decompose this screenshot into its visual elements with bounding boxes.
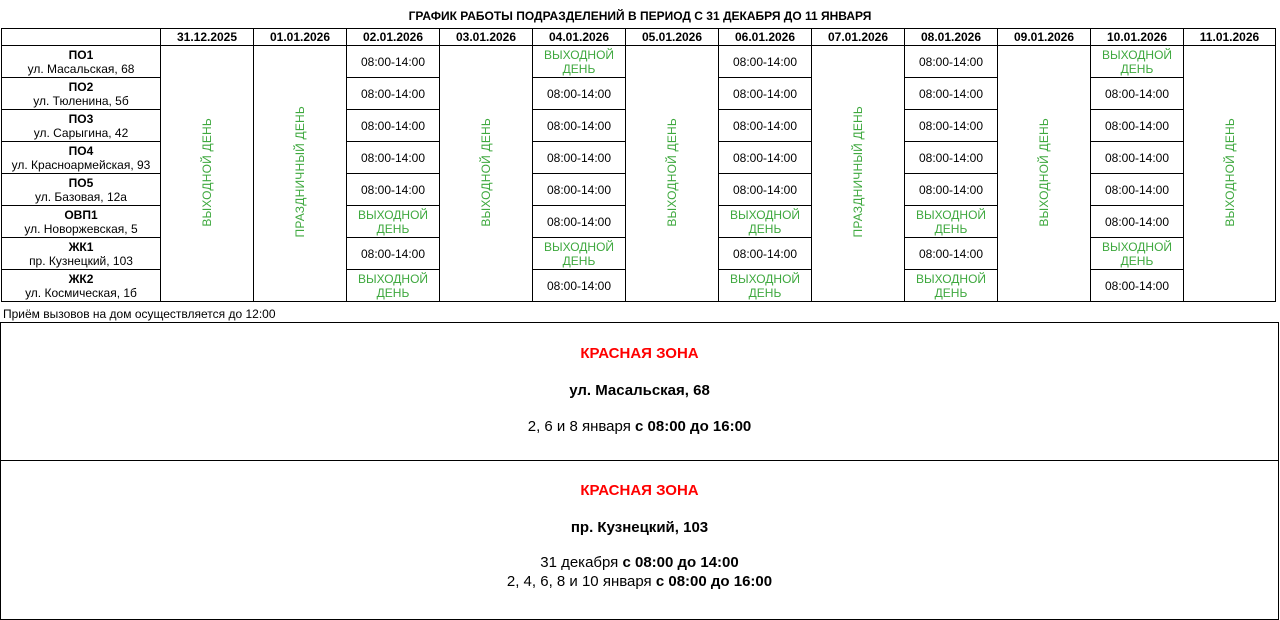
merged-day-cell: [254, 46, 347, 302]
red-zone-address: ул. Масальская, 68: [569, 382, 710, 399]
day-off-cell: ВЫХОДНОЙ ДЕНЬ: [719, 206, 812, 238]
unit-cell: [2, 238, 161, 270]
house-calls-note: Приём вызовов на дом осуществляется до 12:00: [3, 307, 276, 321]
merged-day-cell: [440, 46, 533, 302]
red-zone-block-2: [0, 460, 1279, 620]
unit-address: ул. Сарыгина, 42: [33, 125, 129, 140]
day-status-label: ВЫХОДНОЙ ДЕНЬ: [479, 117, 493, 227]
day-off-cell: ВЫХОДНОЙ ДЕНЬ: [1091, 46, 1184, 78]
merged-day-cell: [161, 46, 254, 302]
date-header: 01.01.2026: [254, 29, 347, 46]
unit-address: ул. Базовая, 12а: [35, 189, 127, 204]
hours-cell: 08:00-14:00: [905, 142, 998, 174]
date-header: 11.01.2026: [1184, 29, 1276, 46]
red-zone-days: 2, 6 и 8 января: [527, 418, 631, 435]
hours-cell: 08:00-14:00: [1091, 270, 1184, 302]
day-off-cell: ВЫХОДНОЙ ДЕНЬ: [1091, 238, 1184, 270]
hours-cell: 08:00-14:00: [347, 142, 440, 174]
hours-cell: 08:00-14:00: [905, 110, 998, 142]
hours-cell: 08:00-14:00: [533, 174, 626, 206]
unit-code: ПО3: [68, 111, 94, 126]
red-zone-days: 31 декабря: [540, 554, 619, 571]
day-status-label: ПРАЗДНИЧНЫЙ ДЕНЬ: [851, 106, 865, 238]
date-header: 08.01.2026: [905, 29, 998, 46]
unit-code: ЖК1: [68, 239, 94, 254]
red-zone-schedule-line: [1, 417, 1278, 436]
hours-cell: 08:00-14:00: [905, 174, 998, 206]
unit-cell: [2, 174, 161, 206]
hours-cell: 08:00-14:00: [719, 174, 812, 206]
date-header: 03.01.2026: [440, 29, 533, 46]
hours-cell: 08:00-14:00: [1091, 206, 1184, 238]
red-zone-title: КРАСНАЯ ЗОНА: [580, 482, 699, 499]
red-zone-days: 2, 4, 6, 8 и 10 января: [506, 573, 652, 590]
unit-cell: [2, 270, 161, 302]
hours-cell: 08:00-14:00: [533, 78, 626, 110]
hours-cell: 08:00-14:00: [905, 46, 998, 78]
hours-cell: 08:00-14:00: [347, 46, 440, 78]
unit-code: ЖК2: [68, 271, 94, 286]
day-off-cell: ВЫХОДНОЙ ДЕНЬ: [347, 206, 440, 238]
unit-code: ПО4: [68, 143, 94, 158]
day-status-label: ВЫХОДНОЙ ДЕНЬ: [1037, 117, 1051, 227]
unit-cell: [2, 142, 161, 174]
date-header: 06.01.2026: [719, 29, 812, 46]
hours-cell: 08:00-14:00: [347, 174, 440, 206]
day-status-label: ВЫХОДНОЙ ДЕНЬ: [1222, 117, 1237, 227]
merged-day-cell: [998, 46, 1091, 302]
unit-code: ПО2: [68, 79, 94, 94]
hours-cell: 08:00-14:00: [1091, 110, 1184, 142]
unit-code: ПО5: [68, 175, 94, 190]
unit-code: ОВП1: [64, 207, 98, 222]
date-header: 04.01.2026: [533, 29, 626, 46]
hours-cell: 08:00-14:00: [1091, 142, 1184, 174]
unit-cell: [2, 78, 161, 110]
unit-address: пр. Кузнецкий, 103: [29, 253, 133, 268]
day-status-label: ВЫХОДНОЙ ДЕНЬ: [665, 117, 679, 227]
header-corner: [2, 29, 161, 46]
day-off-cell: ВЫХОДНОЙ ДЕНЬ: [347, 270, 440, 302]
red-zone-schedule-line: [1, 572, 1278, 591]
day-status-label: ПРАЗДНИЧНЫЙ ДЕНЬ: [293, 106, 307, 238]
hours-cell: 08:00-14:00: [347, 238, 440, 270]
day-off-cell: ВЫХОДНОЙ ДЕНЬ: [905, 270, 998, 302]
unit-code: ПО1: [68, 47, 94, 62]
hours-cell: 08:00-14:00: [347, 110, 440, 142]
hours-cell: 08:00-14:00: [719, 46, 812, 78]
merged-day-cell: [1184, 46, 1276, 302]
page-title: ГРАФИК РАБОТЫ ПОДРАЗДЕЛЕНИЙ В ПЕРИОД С 31 ДЕКАБРЯ ДО 11 ЯНВАРЯ: [408, 9, 872, 23]
hours-cell: 08:00-14:00: [719, 238, 812, 270]
unit-address: ул. Масальская, 68: [27, 61, 135, 76]
day-off-cell: ВЫХОДНОЙ ДЕНЬ: [533, 238, 626, 270]
hours-cell: 08:00-14:00: [533, 110, 626, 142]
day-status-label: ВЫХОДНОЙ ДЕНЬ: [200, 117, 214, 227]
unit-cell: [2, 206, 161, 238]
merged-day-cell: [626, 46, 719, 302]
date-header-row: [2, 29, 1276, 46]
date-header: 31.12.2025: [161, 29, 254, 46]
red-zone-hours: с 08:00 до 16:00: [635, 418, 752, 435]
unit-address: ул. Красноармейская, 93: [11, 157, 151, 172]
hours-cell: 08:00-14:00: [719, 142, 812, 174]
day-off-cell: ВЫХОДНОЙ ДЕНЬ: [905, 206, 998, 238]
date-header: 05.01.2026: [626, 29, 719, 46]
date-header: 07.01.2026: [812, 29, 905, 46]
hours-cell: 08:00-14:00: [905, 238, 998, 270]
date-header: 10.01.2026: [1091, 29, 1184, 46]
unit-cell: [2, 46, 161, 78]
red-zone-schedule-line: [1, 553, 1278, 572]
date-header: 02.01.2026: [347, 29, 440, 46]
hours-cell: 08:00-14:00: [1091, 78, 1184, 110]
red-zone-title: КРАСНАЯ ЗОНА: [580, 345, 699, 362]
unit-address: ул. Новоржевская, 5: [24, 221, 138, 236]
hours-cell: 08:00-14:00: [533, 270, 626, 302]
hours-cell: 08:00-14:00: [905, 78, 998, 110]
day-off-cell: ВЫХОДНОЙ ДЕНЬ: [719, 270, 812, 302]
red-zone-hours: с 08:00 до 16:00: [655, 573, 773, 590]
table-row: [2, 46, 1276, 78]
unit-cell: [2, 110, 161, 142]
red-zone-hours: с 08:00 до 14:00: [622, 554, 739, 571]
schedule-table: [1, 28, 1276, 302]
date-header: 09.01.2026: [998, 29, 1091, 46]
hours-cell: 08:00-14:00: [347, 78, 440, 110]
unit-address: ул. Космическая, 1б: [25, 285, 137, 300]
hours-cell: 08:00-14:00: [719, 78, 812, 110]
hours-cell: 08:00-14:00: [533, 142, 626, 174]
hours-cell: 08:00-14:00: [533, 206, 626, 238]
hours-cell: 08:00-14:00: [719, 110, 812, 142]
day-off-cell: ВЫХОДНОЙ ДЕНЬ: [533, 46, 626, 78]
hours-cell: 08:00-14:00: [1091, 174, 1184, 206]
red-zone-block-1: [0, 322, 1279, 461]
merged-day-cell: [812, 46, 905, 302]
red-zone-address: пр. Кузнецкий, 103: [570, 519, 709, 536]
unit-address: ул. Тюленина, 5б: [33, 93, 129, 108]
